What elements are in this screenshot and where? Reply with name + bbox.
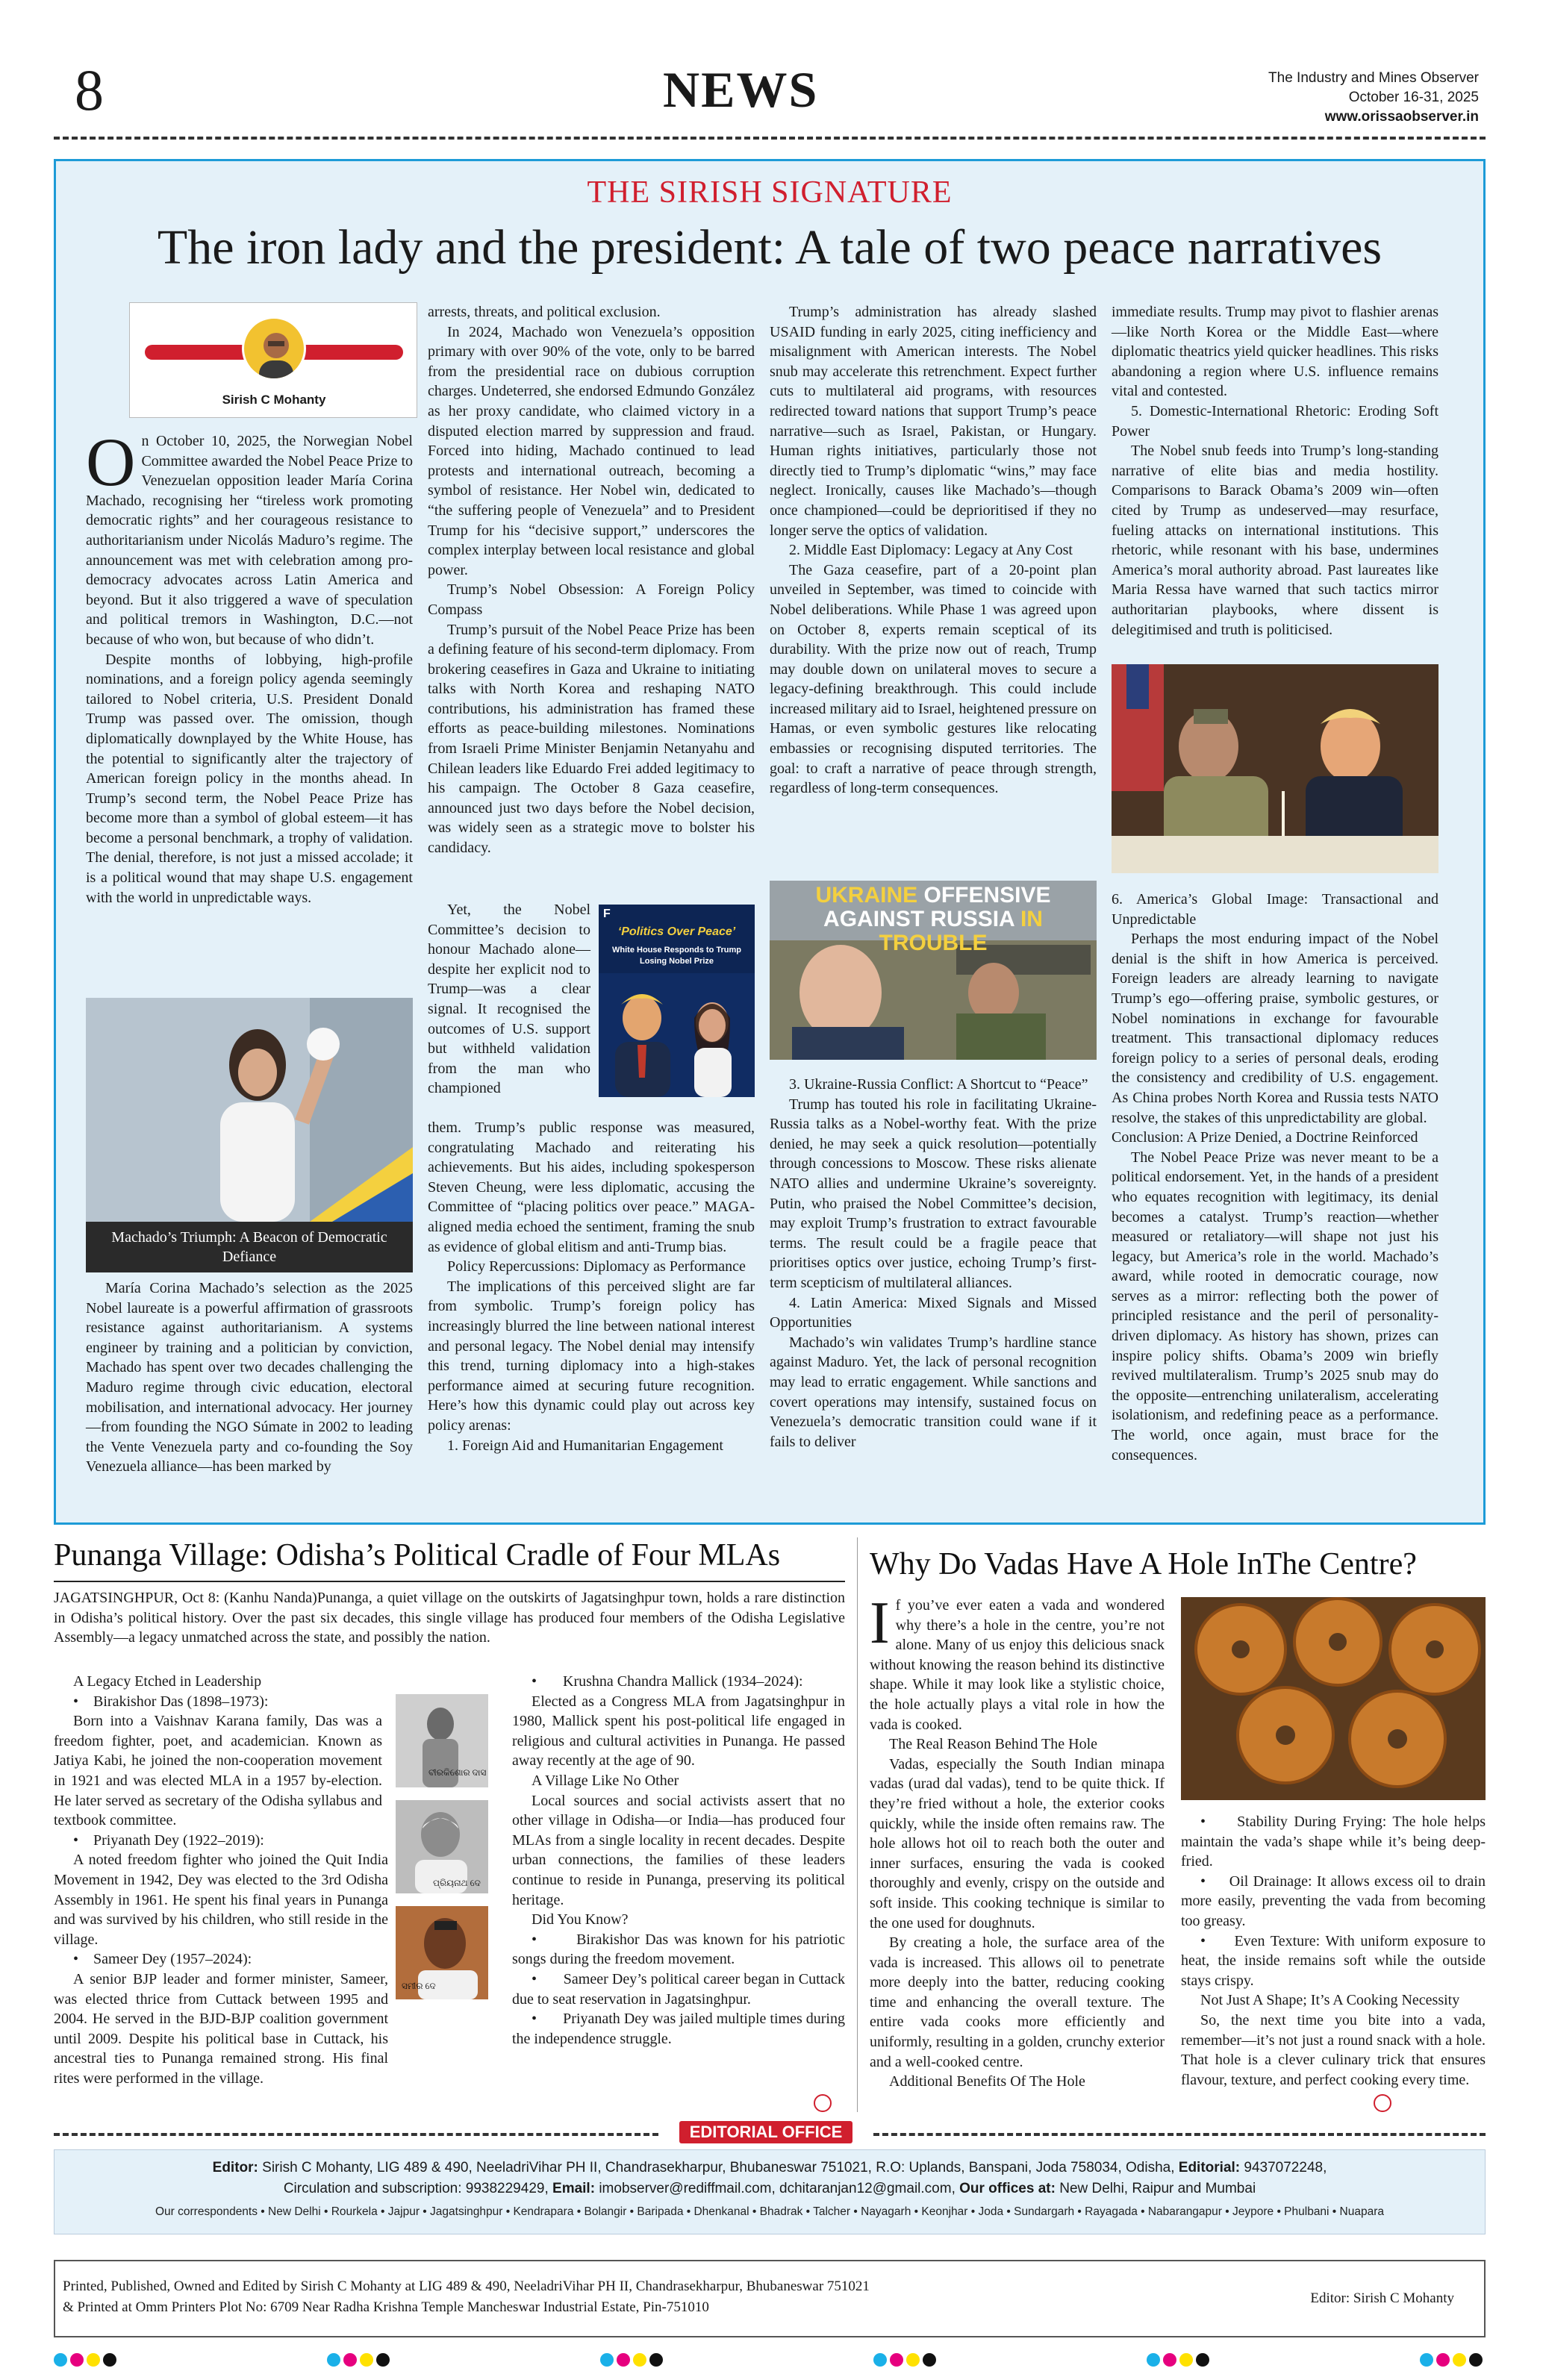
feature-col4-bottom xyxy=(1112,890,1438,1465)
punanga-subhead: A Legacy Etched in Leadership xyxy=(73,1673,262,1690)
imprint-line1: Printed, Published, Owned and Edited by Sirish C Mohanty at LIG 489 & 490, NeeladriVihar PH II, Chandrasekharpur, Bhubaneswar 751021 xyxy=(63,2279,870,2294)
punanga-headline: Punanga Village: Odisha’s Political Cradle of Four MLAs xyxy=(54,1538,781,1572)
offices-label: Our offices at: xyxy=(959,2181,1056,2196)
vada-headline: Why Do Vadas Have A Hole InThe Centre? xyxy=(870,1547,1417,1581)
editorial-phone: 9437072248, xyxy=(1244,2160,1327,2176)
feature-subhead: 1. Foreign Aid and Humanitarian Engagement xyxy=(447,1437,723,1454)
email-label: Email: xyxy=(552,2181,596,2196)
punanga-rule xyxy=(54,1581,845,1582)
bullet-text: Sameer Dey’s political career began in Cuttack due to seat reservation in Jagatsinghpur. xyxy=(512,1970,845,2008)
website-link[interactable]: www.orissaobserver.in xyxy=(1324,109,1479,125)
reg-group xyxy=(327,2353,393,2370)
inset-title: ‘Politics Over Peace’ xyxy=(617,925,736,938)
vada-paragraph: Vadas, especially the South Indian minapa vadas (urad dal vadas), tend to be quite thick. If they’re fried without a hole, the exterior cooks quickly, while the inside often remains raw. The hole allows hot oil to reach both the outer and inner surfaces, ensuring the vada is cooked thoroughly and evenly, crispy on the outside and soft inside. This cooking technique is similar to the one used for doughnuts. xyxy=(870,1755,1165,1931)
punanga-paragraph: A senior BJP leader and former minister, Sameer, was elected thrice from Cuttack between 1995 and 2004. He served in the BJD-BJP coalition government until 2009. Despite his political base in Cuttack, his ancestral ties to Punanga remained strong. His final rites were performed in the village. xyxy=(54,1970,388,2087)
feature-paragraph: Despite months of lobbying, high-profile nominations, and a foreign policy agenda seemingly tailored to Nobel criteria, U.S. President Donald Trump was passed over. The omission, though diplomatically downplayed by the White House, has the potential to significantly alter the trajectory of American foreign policy in the months ahead. In Trump’s second term, the Nobel Peace Prize has become more than a symbol of global esteem—it has become a personal benchmark, a trophy of validation. The denial, therefore, is not just a missed accolade; it is a political wound that may shape U.S. engagement with the world in unpredictable ways. xyxy=(86,651,413,906)
politics-over-peace-inset xyxy=(599,905,755,1097)
machado-photo-caption: Machado’s Triumph: A Beacon of Democratic Defiance xyxy=(86,1222,413,1272)
bullet-item: • Sameer Dey (1957–2024): xyxy=(73,1951,252,1968)
punanga-subhead: A Village Like No Other xyxy=(532,1772,679,1789)
editor-label: Editor: xyxy=(212,2160,258,2176)
bullet-item: • Stability During Frying: The hole helps maintain the vada’s shape while it’s being deep-fried. xyxy=(1181,1814,1486,1870)
editorial-label xyxy=(664,2121,867,2143)
punanga-subhead: Did You Know? xyxy=(532,1911,629,1928)
feature-subhead: Conclusion: A Prize Denied, a Doctrine Reinforced xyxy=(1112,1129,1418,1146)
feature-paragraph: Trump’s pursuit of the Nobel Peace Prize has been a defining feature of his second-term diplomacy. From brokering ceasefires in Gaza and Ukraine to initiating talks with North Korea and reshaping NATO contributions, his administration has framed these efforts as peace-building milestones. Nominations from Israeli Prime Minister Benjamin Netanyahu and Chilean leaders like Eduardo Frei added legitimacy to his campaign. The October 8 Gaza ceasefire, announced just two days before the Nobel decision, was widely seen as a strategic move to bolster his candidacy. xyxy=(428,621,755,857)
page-number: 8 xyxy=(75,57,104,122)
feature-paragraph: them. Trump’s public response was measured, congratulating Machado and reiterating his achievements. But his aides, including spokesperson Steven Cheung, were less diplomatic, accusing the Committee of “placing politics over peace.” MAGA-aligned media echoed the sentiment, framing the snub as evidence of global elitism and anti-Trump bias. xyxy=(428,1119,755,1255)
vada-paragraph: By creating a hole, the surface area of the vada is increased. This allows oil to penetrate more deeply into the batter, reducing cooking time and enhancing the overall texture. The entire vada cooks more efficiently and uniformly, resulting in a golden, crunchy exterior and a well-cooked centre. xyxy=(870,1934,1165,2070)
feature-subhead: 2. Middle East Diplomacy: Legacy at Any Cost xyxy=(789,542,1073,559)
byline-name: Sirish C Mohanty xyxy=(222,393,326,407)
feature-paragraph: arrests, threats, and political exclusion. xyxy=(428,304,661,320)
editorial-rule-left xyxy=(54,2133,658,2136)
feature-dropcap: O xyxy=(86,424,136,500)
registration-marks xyxy=(54,2353,1486,2370)
offices-list: New Delhi, Raipur and Mumbai xyxy=(1059,2181,1256,2196)
reg-group xyxy=(1147,2353,1212,2370)
punanga-col2 xyxy=(512,1672,845,2049)
feature-col2-bottom xyxy=(428,1118,755,1455)
masthead-rule xyxy=(54,137,1486,140)
bullet-text: Sameer Dey (1957–2024): xyxy=(93,1951,252,1968)
end-mark-icon xyxy=(1374,2094,1391,2112)
email-addresses[interactable]: imobserver@rediffmail.com, dchitaranjan12@gmail.com, xyxy=(599,2181,956,2196)
end-mark-icon xyxy=(814,2094,832,2112)
feature-col1-bottom xyxy=(86,1278,413,1477)
imprint-line2: & Printed at Omm Printers Plot No: 6709 Near Radha Krishna Temple Mancheswar Industrial Estate, Pin-751010 xyxy=(63,2299,709,2315)
banner-word-ukraine: UKRAINE xyxy=(815,883,918,908)
feature-col4-top xyxy=(1112,302,1438,640)
portrait-caption: ବୀରକିଶୋର ଦାସ xyxy=(428,1767,487,1778)
punanga-paragraph: A noted freedom fighter who joined the Quit India Movement in 1942, Dey was elected to the 3rd Odisha Assembly in 1961. He spent his final years in Punanga and was survived by his children, who still reside in the village. xyxy=(54,1852,388,1948)
bullet-item: • Krushna Chandra Mallick (1934–2024): xyxy=(532,1673,803,1690)
bullet-text: Even Texture: With uniform exposure to heat, the inside remains soft while the outside stays crispy. xyxy=(1181,1932,1486,1989)
reg-group xyxy=(600,2353,666,2370)
editorial-rule-right xyxy=(873,2133,1486,2136)
bullet-text: Birakishor Das was known for his patriotic songs during the freedom movement. xyxy=(512,1931,845,1968)
punanga-lead: JAGATSINGHPUR, Oct 8: (Kanhu Nanda)Punanga, a quiet village on the outskirts of Jagatsinghpur town, holds a rare distinction in Odisha’s political history. Over the past six decades, this single village has produced four members of the Odisha Legislative Assembly—a legacy unmatched across the state, and possibly the nation. xyxy=(54,1590,845,1646)
feature-lead: n October 10, 2025, the Norwegian Nobel Committee awarded the Nobel Peace Prize to Venezuelan opposition leader María Corina Machado, recognising her “tireless work promoting democratic rights” and her courageous resistance to authoritarianism under Nicolás Maduro’s regime. The announcement was met with celebration among pro-democracy advocates across Latin America and beyond. But it also triggered a wave of speculation and political tremors in Washington, D.C.—not because of who won, but because of who didn’t. xyxy=(86,433,413,648)
portrait-caption: ପ୍ରିୟନାଥ ଦେ xyxy=(433,1878,481,1888)
circulation-phone: Circulation and subscription: 9938229429, xyxy=(283,2181,549,2196)
editorial-pill: EDITORIAL OFFICE xyxy=(679,2121,853,2143)
vada-photo xyxy=(1181,1597,1486,1800)
feature-paragraph: The Nobel Peace Prize was never meant to be a political endorsement. Yet, in the hands of a president who equates recognition with legitimacy, its denial becomes a catalyst. Trump’s reaction—whether measured or retaliatory—will shape not just his legacy, but America’s role in the world. Machado’s award, while rooted in democratic courage, now serves as a mirror: reflecting both the power of principled resistance and the peril of personality-driven diplomacy. As history has shown, prizes can inspire policy shifts. Obama’s 2009 win briefly revived multilateralism. Trump’s 2025 snub may do the opposite—entrenching unilateralism, accelerating isolationism, and redefining peace as a performance. The world, once again, must brace for the consequences. xyxy=(1112,1149,1438,1464)
bullet-item: • Priyanath Dey (1922–2019): xyxy=(73,1831,264,1849)
column-divider xyxy=(857,1537,858,2112)
banner-word-russia: AGAINST RUSSIA xyxy=(823,907,1014,931)
publication-name: The Industry and Mines Observer xyxy=(1268,70,1479,86)
bullet-item: • Even Texture: With uniform exposure to heat, the inside remains soft while the outside stays crispy. xyxy=(1181,1932,1486,1989)
feature-subhead: 6. America’s Global Image: Transactional and Unpredictable xyxy=(1112,891,1438,928)
punanga-col1 xyxy=(54,1672,388,2088)
feature-subhead: Trump’s Nobel Obsession: A Foreign Policy Compass xyxy=(428,581,755,618)
vada-subhead: Additional Benefits Of The Hole xyxy=(889,2073,1085,2090)
vada-col2 xyxy=(1181,1812,1486,2090)
bullet-item: • Oil Drainage: It allows excess oil to drain more easily, preventing the vada from becoming too greasy. xyxy=(1181,1873,1486,1929)
reg-group xyxy=(1420,2353,1486,2370)
punanga-paragraph: Elected as a Congress MLA from Jagatsinghpur in 1980, Mallick spent his post-political life engaged in religious and cultural activities in Punanga. He passed away recently at the age of 90. xyxy=(512,1693,845,1770)
punanga-paragraph: Local sources and social activists assert that no other village in Odisha—or India—has produced four MLAs from a single locality in recent decades. Despite urban connections, the families of these leaders continue to reside in Punanga, preserving its political heritage. xyxy=(512,1792,845,1908)
bullet-item: • Birakishor Das (1898–1973): xyxy=(73,1693,269,1710)
feature-paragraph: The Gaza ceasefire, part of a 20-point plan unveiled in September, was timed to coincide with Nobel deliberations. While Phase 1 was agreed upon on October 8, experts remain sceptical of its durability. With the prize now out of reach, Trump may double down on unilateral moves to secure a legacy-defining breakthrough. This could include increased military aid to Israel, heightened pressure on Hamas, or even symbolic gestures like relocating embassies or recognising disputed territories. The goal: to craft a narrative of peace through strength, regardless of long-term consequences. xyxy=(770,561,1097,797)
bullet-text: Stability During Frying: The hole helps maintain the vada’s shape while it’s being deep-fried. xyxy=(1181,1814,1486,1870)
bullet-item: • Priyanath Dey was jailed multiple times during the independence struggle. xyxy=(512,2011,845,2047)
banner-line1 xyxy=(770,884,1097,908)
imprint-box xyxy=(54,2260,1486,2337)
author-photo xyxy=(242,316,306,381)
vada-paragraph: So, the next time you bite into a vada, remember—it’s not just a round snack with a hole. That hole is a clever culinary trick that ensures flavour, texture, and perfect cooking every time. xyxy=(1181,2011,1486,2088)
feature-subhead: 3. Ukraine-Russia Conflict: A Shortcut to “Peace” xyxy=(789,1076,1088,1093)
feature-col3-bottom xyxy=(770,1075,1097,1452)
issue-date: October 16-31, 2025 xyxy=(1348,90,1479,105)
machado-photo xyxy=(86,998,413,1222)
vada-dropcap: I xyxy=(870,1590,890,1656)
vada-subhead: Not Just A Shape; It’s A Cooking Necessity xyxy=(1200,1992,1460,2009)
bullet-item: • Sameer Dey’s political career began in Cuttack due to seat reservation in Jagatsinghpur. xyxy=(512,1970,845,2008)
feature-paragraph: The implications of this perceived slight are far from symbolic. Trump’s foreign policy has increasingly blurred the line between national interest and personal legacy. The Nobel denial may intensify this trend, turning diplomacy into a high-stakes performance aimed at securing future recognition. Here’s how this dynamic could play out across key policy arenas: xyxy=(428,1278,755,1434)
editor-address: Sirish C Mohanty, LIG 489 & 490, NeeladriVihar PH II, Chandrasekharpur, Bhubaneswar 751021, R.O: Uplands, Banspani, Joda 758034, Odisha, xyxy=(262,2160,1175,2176)
feature-col2-top xyxy=(428,302,755,858)
feature-paragraph: Yet, the Nobel Committee’s decision to honour Machado alone—despite her explicit nod to Trump—was a clear signal. It recognised the outcomes of U.S. support but withheld validation from the man who championed xyxy=(428,902,590,1097)
punanga-paragraph: Born into a Vaishnav Karana family, Das was a freedom fighter, poet, and academician. Known as Jatiya Kabi, he joined the non-cooperation movement in 1921 and was elected MLA in a 1957 by-election. He later served as secretary of the Odisha syllabus and textbook committee. xyxy=(54,1713,382,1829)
banner-line2 xyxy=(770,908,1097,955)
priyanath-dey-photo xyxy=(396,1800,488,1893)
ukraine-offensive-photo xyxy=(770,881,1097,1060)
feature-col2-wrap xyxy=(428,900,590,1099)
editorial-phone-label: Editorial: xyxy=(1178,2160,1241,2176)
imprint-editor: Editor: Sirish C Mohanty xyxy=(1310,2290,1454,2306)
feature-col3-top xyxy=(770,302,1097,799)
editorial-line1 xyxy=(54,2158,1485,2178)
feature-paragraph: Perhaps the most enduring impact of the Nobel denial is the shift in how America is perceived. Foreign leaders are already learning to navigate Trump’s ego—offering praise, symbolic gestures, or Nobel nominations in exchange for favourable treatment. This transactional diplomacy reduces foreign policy to a series of personal deals, eroding the consistency and credibility of U.S. engagement. As China probes North Korea and Russia tests NATO resolve, the stakes of this unpredictability are global. xyxy=(1112,931,1438,1126)
feature-col1-top xyxy=(86,424,413,908)
feature-paragraph: María Corina Machado’s selection as the 2025 Nobel laureate is a powerful affirmation of grassroots resistance against authoritarianism. A systems engineer by training and a politician by conviction, Machado has spent over two decades challenging the Maduro regime through civic education, electoral mobilisation, and international advocacy. Her journey—from founding the NGO Súmate in 2002 to leading the Vente Venezuela party and co-founding the Soy Venezuela alliance—has been marked by xyxy=(86,1280,413,1475)
bullet-text: Priyanath Dey (1922–2019): xyxy=(93,1831,264,1849)
sameer-dey-photo xyxy=(396,1906,488,1999)
feature-paragraph: In 2024, Machado won Venezuela’s opposition primary with over 90% of the vote, only to be barred from the presidential race on dubious corruption charges. Undeterred, she endorsed Edmundo González as her proxy candidate, who claimed victory in a disputed election marred by suppression and fraud. Forced into hiding, Machado continued to lead protests and international outreach, becoming a symbol of resistance. Her Nobel win, dedicated to “the suffering people of Venezuela” and to President Trump for his “decisive support,” underscores the complex interplay between local resistance and global power. xyxy=(428,323,755,578)
bullet-text: Krushna Chandra Mallick (1934–2024): xyxy=(563,1673,803,1690)
birakishor-das-photo xyxy=(396,1694,488,1787)
vada-col1 xyxy=(870,1590,1165,2092)
feature-paragraph: immediate results. Trump may pivot to flashier arenas—like North Korea or the Middle East—where diplomatic theatrics yield quicker headlines. This risks abandoning a region where U.S. influence remains vital and contested. xyxy=(1112,304,1438,400)
reg-group xyxy=(54,2353,119,2370)
bullet-text: Priyanath Dey was jailed multiple times during the independence struggle. xyxy=(512,2011,845,2047)
dinner-photo xyxy=(1112,664,1438,873)
editorial-line2 xyxy=(54,2178,1485,2199)
banner-word-offensive: OFFENSIVE xyxy=(923,883,1051,908)
feature-paragraph: The Nobel snub feeds into Trump’s long-standing narrative of elite bias and media hostility. Comparisons to Barack Obama’s 2009 win—often cited by Trump as undeserved—may resurface, fueling attacks on international institutions. This rhetoric, while resonant with his base, undermines America’s moral authority abroad. Past laureates like Maria Ressa have warned that such tactics mirror authoritarian playbooks, where dissent is delegitimised and truth is politicised. xyxy=(1112,443,1438,638)
feature-kicker: THE SIRISH SIGNATURE xyxy=(587,175,953,210)
inset-tag: F xyxy=(603,908,611,920)
reg-group xyxy=(873,2353,939,2370)
portrait-caption: ସମୀର ଦେ xyxy=(402,1981,436,1991)
feature-subhead: 5. Domestic-International Rhetoric: Eroding Soft Power xyxy=(1112,402,1438,440)
inset-subtitle: White House Responds to Trump Losing Nobel Prize xyxy=(612,946,741,966)
feature-subhead: Policy Repercussions: Diplomacy as Performance xyxy=(447,1258,746,1275)
editorial-box xyxy=(54,2149,1486,2234)
feature-paragraph: Trump has touted his role in facilitating Ukraine-Russia talks as a Nobel-worthy feat. With the prize denied, he may seek a quick resolution—potentially through concessions to Moscow. These risks alienate NATO allies and undermine Ukraine’s sovereignty. Putin, who praised the Nobel Committee’s decision, may exploit Trump’s frustration to extract favourable terms. The result could be a fragile peace that prioritises optics over justice, echoing Trump’s first-term scepticism of multilateral alliances. xyxy=(770,1096,1097,1291)
bullet-item: • Birakishor Das was known for his patriotic songs during the freedom movement. xyxy=(512,1931,845,1968)
feature-headline: The iron lady and the president: A tale of two peace narratives xyxy=(157,220,1383,275)
correspondents-line: Our correspondents • New Delhi • Rourkela • Jajpur • Jagatsinghpur • Kendrapara • Bolangir • Baripada • Dhenkanal • Bhadrak • Talcher • Nayagarh • Keonjhar • Joda • Sundargarh • Rayagada • Nabarangapur • Jeypore • Phulbani • Nuapara xyxy=(155,2205,1384,2218)
vada-lead: f you’ve ever eaten a vada and wondered why there’s a hole in the centre, you’re not alone. Many of us enjoy this delicious snack without knowing the reason behind its distinctive shape. While it may look like a stylistic choice, the hole actually plays a vital role in how the vada is cooked. xyxy=(870,1597,1165,1733)
section-title: NEWS xyxy=(663,61,819,118)
feature-paragraph: Trump’s administration has already slashed USAID funding in early 2025, citing inefficiency and misalignment with American interests. The Nobel snub may accelerate this retrenchment. Expect further cuts to multilateral aid programs, with resources redirected toward nations that support Trump’s peace narrative—such as Israel, Pakistan, or Hungary. Human rights initiatives, particularly those not directly tied to Trump’s diplomatic “wins,” may face neglect. Ironically, causes like Machado’s—though once championed—could be deprioritised if they no longer serve the optics of validation. xyxy=(770,304,1097,539)
feature-paragraph: Machado’s win validates Trump’s hardline stance against Maduro. Yet, the lack of personal recognition may lead to erratic engagement. While sanctions and covert operations may intensify, sustained focus on Venezuela’s democratic transition could wane if it fails to deliver xyxy=(770,1334,1097,1450)
masthead-info xyxy=(1268,69,1479,127)
bullet-text: Birakishor Das (1898–1973): xyxy=(93,1693,269,1710)
bullet-text: Oil Drainage: It allows excess oil to drain more easily, preventing the vada from becoming too greasy. xyxy=(1181,1873,1486,1929)
vada-subhead: The Real Reason Behind The Hole xyxy=(889,1736,1098,1753)
feature-subhead: 4. Latin America: Mixed Signals and Missed Opportunities xyxy=(770,1294,1097,1331)
banner-word-trouble: IN TROUBLE xyxy=(879,907,1043,955)
byline-card xyxy=(129,302,417,418)
